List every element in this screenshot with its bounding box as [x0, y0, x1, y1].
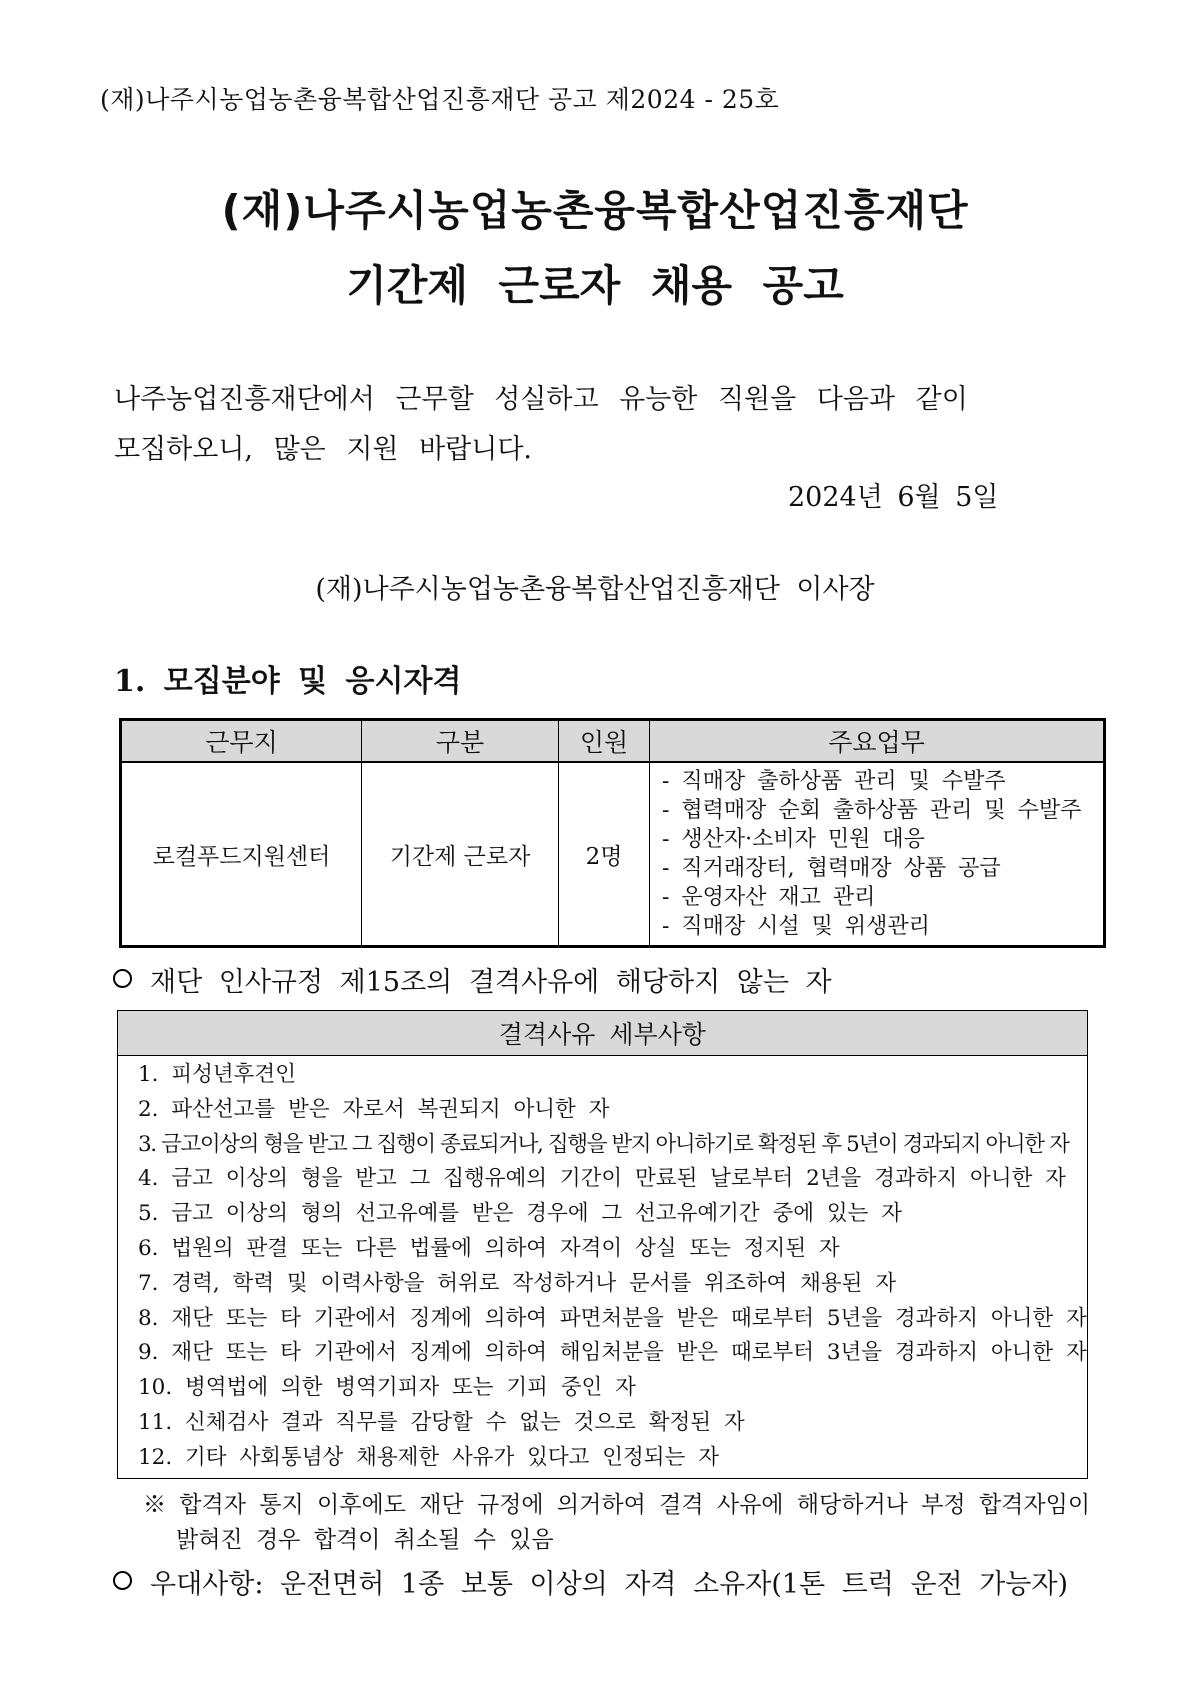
header-category: 구분	[362, 720, 559, 763]
list-item: 6. 법원의 판결 또는 다른 법률에 의하여 자격이 상실 또는 정지된 자	[138, 1235, 840, 1261]
requirement-text: 재단 인사규정 제15조의 결격사유에 해당하지 않는 자	[150, 967, 832, 998]
page-title-line1: (재)나주시농업농촌융복합산업진흥재단	[221, 186, 969, 235]
cell-headcount: 2명	[559, 762, 650, 947]
preference-line	[113, 1562, 1068, 1601]
list-item: 12. 기타 사회통념상 채용제한 사유가 있다고 인정되는 자	[138, 1444, 719, 1470]
list-item: 10. 병역법에 의한 병역기피자 또는 기피 중인 자	[138, 1375, 636, 1401]
notice-date: 2024년 6월 5일	[788, 482, 999, 513]
note-line2: 밝혀진 경우 합격이 취소될 수 있음	[176, 1527, 554, 1553]
duty-item: - 협력매장 순회 출하상품 관리 및 수발주	[662, 798, 1082, 823]
cell-workplace: 로컬푸드지원센터	[121, 762, 362, 947]
header-workplace: 근무지	[121, 720, 362, 763]
duty-item: - 직거래장터, 협력매장 상품 공급	[662, 856, 1001, 881]
cell-duties	[650, 762, 1105, 947]
table-row	[121, 762, 1105, 947]
list-item: 7. 경력, 학력 및 이력사항을 허위로 작성하거나 문서를 위조하여 채용된 자	[138, 1270, 896, 1296]
intro-line2: 모집하오니, 많은 지원 바랍니다.	[114, 434, 532, 465]
list-item: 2. 파산선고를 받은 자로서 복권되지 아니한 자	[138, 1096, 610, 1122]
disqualification-table	[117, 1010, 1088, 1479]
list-item: 11. 신체검사 결과 직무를 감당할 수 없는 것으로 확정된 자	[138, 1409, 745, 1435]
circle-bullet-icon	[113, 969, 132, 988]
duty-item: - 직매장 출하상품 관리 및 수발주	[662, 769, 1006, 794]
signer: (재)나주시농업농촌융복합산업진흥재단 이사장	[315, 574, 875, 605]
list-item: 3. 금고이상의 형을 받고 그 집행이 종료되거나, 집행을 받지 아니하기로 확정된 후 5년이 경과되지 아니한 자	[138, 1131, 1069, 1157]
header-headcount: 인원	[559, 720, 650, 763]
note-line1: ※ 합격자 통지 이후에도 재단 규정에 의거하여 결격 사유에 해당하거나 부정 합격자임이	[143, 1492, 1091, 1518]
notice-number: (재)나주시농업농촌융복합산업진흥재단 공고 제2024 - 25호	[100, 85, 780, 114]
requirement-line	[113, 960, 832, 999]
preference-text: 우대사항: 운전면허 1종 보통 이상의 자격 소유자(1톤 트럭 운전 가능자)	[150, 1569, 1068, 1600]
intro-line1: 나주농업진흥재단에서 근무할 성실하고 유능한 직원을 다음과 같이	[114, 384, 968, 415]
duty-item: - 운영자산 재고 관리	[662, 885, 876, 910]
section-title: 1. 모집분야 및 응시자격	[114, 664, 462, 699]
circle-bullet-icon	[113, 1571, 132, 1590]
page-title-line2: 기간제 근로자 채용 공고	[346, 261, 844, 310]
list-item: 9. 재단 또는 타 기관에서 징계에 의하여 해임처분을 받은 때로부터 3년을 경과하지 아니한 자	[138, 1340, 1087, 1366]
list-item: 5. 금고 이상의 형의 선고유예를 받은 경우에 그 선고유예기간 중에 있는 자	[138, 1201, 902, 1227]
cell-category: 기간제 근로자	[362, 762, 559, 947]
disqualification-list	[118, 1056, 1088, 1479]
table-header-row	[121, 720, 1105, 763]
recruitment-table	[119, 718, 1106, 948]
list-item: 8. 재단 또는 타 기관에서 징계에 의하여 파면처분을 받은 때로부터 5년을 경과하지 아니한 자	[138, 1305, 1087, 1331]
disqualification-header: 결격사유 세부사항	[118, 1011, 1088, 1056]
header-duties: 주요업무	[650, 720, 1105, 763]
list-item: 4. 금고 이상의 형을 받고 그 집행유예의 기간이 만료된 날로부터 2년을 경과하지 아니한 자	[138, 1166, 1066, 1192]
list-item: 1. 피성년후견인	[138, 1062, 296, 1087]
duty-item: - 생산자·소비자 민원 대응	[662, 827, 925, 852]
duty-item: - 직매장 시설 및 위생관리	[662, 914, 930, 939]
